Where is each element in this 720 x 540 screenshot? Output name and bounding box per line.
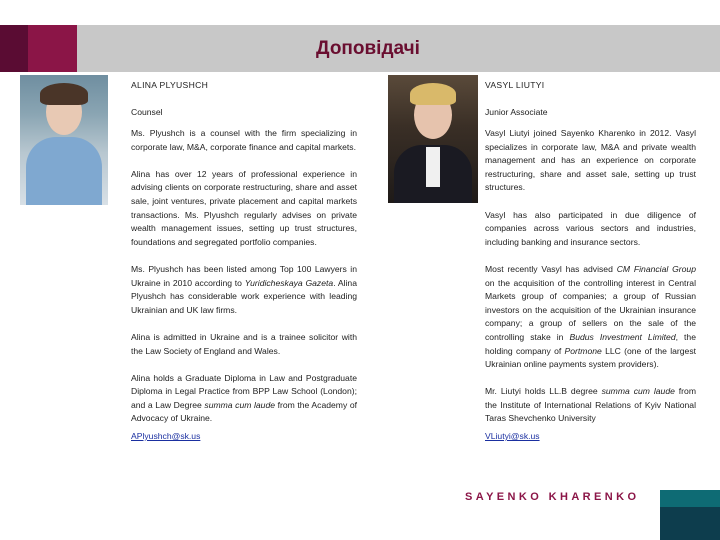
text: summa cum laude	[204, 399, 276, 410]
footer-accent-stripe	[660, 490, 720, 507]
text: Alina holds a Graduate Diploma in Law and Postgraduate Diploma in Legal Practice from BPP Law School (London); and a Law Degree	[131, 372, 357, 410]
text: from the Institute of International Relations of Kyiv National Taras Shevchenko University	[485, 386, 696, 424]
text: LLC (one of the largest Ukrainian online payments system providers).	[485, 345, 696, 370]
company-logo: SAYENKO KHARENKO	[465, 491, 640, 503]
vasyl-liutyi-photo	[388, 75, 478, 203]
bio-paragraph: Alina is admitted in Ukraine and is a trainee solicitor with the Law Society of England and Wales.	[131, 331, 357, 356]
bio-paragraph	[485, 385, 696, 426]
text: on the acquisition of the controlling interest in Central Markets group of companies; a group of Russian investors on the acquisition of the Ukrainian insurance company; a group of sellers on the sale of the controlling stake in	[485, 277, 696, 342]
speaker-bio-right	[485, 127, 696, 444]
email-link[interactable]: VLiutyi@sk.us	[485, 431, 540, 442]
speaker-bio-left	[131, 127, 357, 444]
text: Ms. Plyushch has been listed among Top 100 Lawyers in Ukraine in 2010 according to	[131, 263, 357, 288]
text: summa cum laude	[601, 386, 675, 397]
text: . Alina Plyushch has considerable work experience with leading Ukrainian and UK law firms.	[131, 277, 357, 315]
alina-plyushch-photo	[20, 75, 108, 205]
speaker-name: VASYL LIUTYI	[485, 80, 545, 90]
bio-paragraph: Alina has over 12 years of professional experience in advising clients on corporate restructuring, share and asset sale, joint ventures, private placement and capital markets transactions. Ms. Plyushch regularly advises on private wealth management issues, setting up trust structures, foundations and segregated portfolio companies.	[131, 168, 357, 247]
header-accent-dark	[0, 25, 28, 72]
text: Portmone	[564, 345, 602, 356]
bio-paragraph: Ms. Plyushch is a counsel with the firm specializing in corporate law, M&A, corporate finance and capital markets.	[131, 128, 357, 152]
text: Budus Investment Limited	[569, 331, 676, 342]
bio-paragraph	[131, 263, 357, 317]
page-title: Доповідачі	[316, 38, 420, 59]
speaker-role: Counsel	[131, 107, 163, 117]
speaker-role: Junior Associate	[485, 107, 548, 117]
header-accent-crimson	[28, 25, 77, 72]
email-link[interactable]: APlyushch@sk.us	[131, 431, 201, 442]
speaker-name: ALINA PLYUSHCH	[131, 80, 209, 90]
text: , the holding company of	[485, 331, 696, 356]
text: Most recently Vasyl has advised	[485, 263, 617, 274]
bio-paragraph	[485, 263, 696, 372]
text: Mr. Liutyi holds LL.B degree	[485, 386, 602, 397]
bio-paragraph	[131, 372, 357, 426]
bio-paragraph: Vasyl Liutyi joined Sayenko Kharenko in 2012. Vasyl specializes in corporate law, M&A and private wealth management and has an experience on corporate restructuring, share and asset sale, setting up trust structures.	[485, 128, 696, 193]
bio-paragraph: Vasyl has also participated in due diligence of companies across various sectors and industries, including banking and insurance sectors.	[485, 209, 696, 247]
text: CM Financial Group	[616, 263, 696, 274]
publication-name: Yuridicheskaya Gazeta	[244, 277, 334, 288]
text: from the Academy of Advocacy of Ukraine.	[131, 399, 357, 424]
